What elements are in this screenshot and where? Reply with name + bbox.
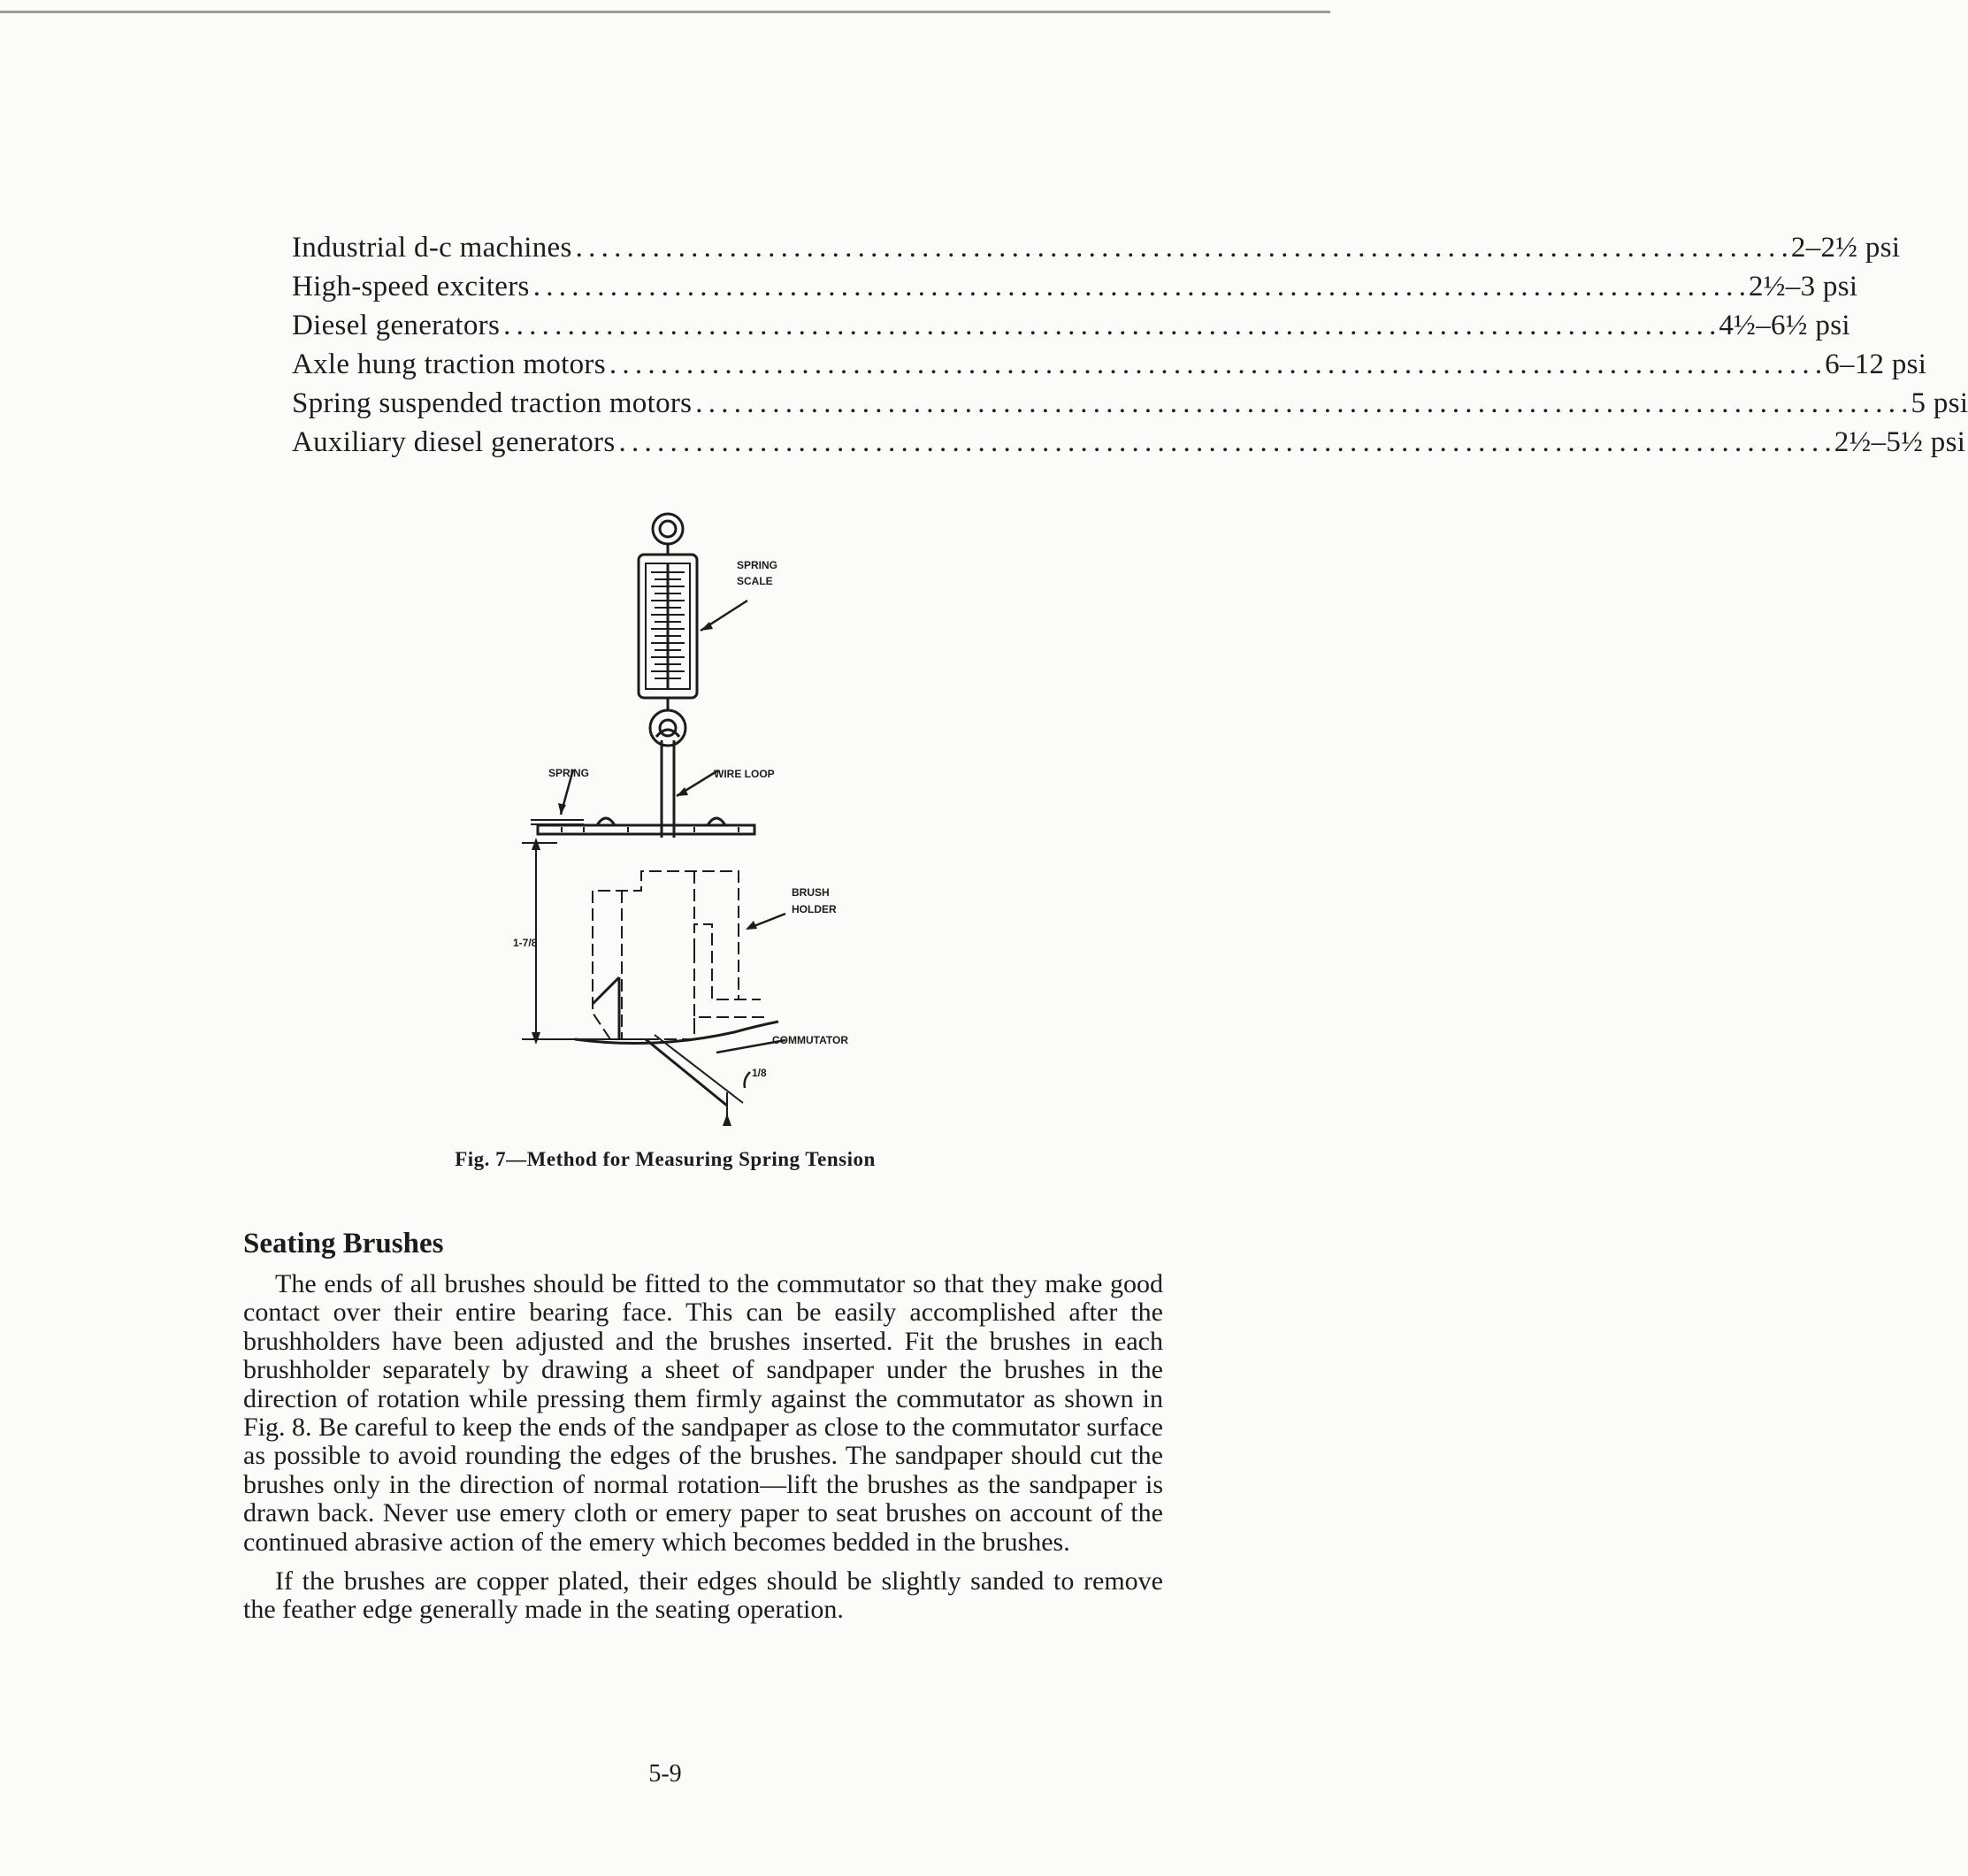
spec-row [292,426,1966,465]
spec-name: Auxiliary diesel generators [292,426,616,458]
spec-value: 5 psi [1911,387,1968,419]
spec-name: Diesel generators [292,310,501,341]
leader-dots [503,310,1715,342]
figure-caption: Fig. 7—Method for Measuring Spring Tension [455,1148,876,1170]
spec-row [292,271,1858,310]
spec-name: Industrial d-c machines [292,232,572,264]
label-spring-scale-1: SPRING [737,559,778,571]
label-dimension: 1-7/8 [513,937,538,949]
spring-tension-diagram [513,509,893,1145]
spring-bar [538,825,754,834]
spec-value: 2½–5½ psi [1834,426,1966,458]
spec-value: 6–12 psi [1825,348,1927,380]
spec-value: 2½–3 psi [1748,271,1858,302]
label-wire-loop: WIRE LOOP [714,768,775,780]
spec-name: Axle hung traction motors [292,348,606,380]
spec-name: Spring suspended traction motors [292,387,693,419]
spring-tension-figure [513,509,893,1145]
scale-top-ring [653,514,683,544]
label-spring-scale-2: SCALE [737,575,773,587]
spec-row [292,348,1927,387]
paragraph: The ends of all brushes should be fitted to the commutator so that they make good contact over their entire bearing face. This can be easily accomplished after the brushholders have been adjusted and the brushes inserted. Fit the brushes in each brushholder separately by drawing a sheet of sandpaper under the brushes in the direction of rotation while pressing them firmly against the commutator as shown in Fig. 8. Be careful to keep the ends of the sandpaper as close to the commutator surface as possible to avoid rounding the edges of the brushes. The sandpaper should cut the brushes only in the direction of normal rotation—lift the brushes as the sandpaper is drawn back. Never use emery cloth or emery paper to seat brushes on account of the continued abrasive action of the emery which becomes bedded in the brushes. [243,1269,1163,1557]
top-rule [0,11,1330,13]
leader-dots [576,232,1788,264]
spec-value: 4½–6½ psi [1719,310,1850,341]
leader-dots [695,387,1907,420]
page-number: 5-9 [648,1760,682,1788]
spec-row [292,387,1968,426]
spec-row [292,232,1901,271]
label-spring: SPRING [548,767,590,779]
spec-value: 2–2½ psi [1790,232,1901,264]
leader-dots [609,348,1821,381]
spec-row [292,310,1850,348]
leader-dots [533,271,1745,303]
scale-bottom-ring [650,710,685,746]
leader-dots [618,426,1830,459]
label-brush-holder-1: BRUSH [792,886,830,899]
wire-loop [662,740,674,838]
label-commutator: COMMUTATOR [772,1034,848,1046]
label-clearance: 1/8 [752,1067,767,1079]
scale-top-ring-inner [660,521,676,537]
paragraph: If the brushes are copper plated, their edges should be slightly sanded to remove the feather edge generally made in the seating operation. [243,1566,1163,1625]
spec-name: High-speed exciters [292,271,530,302]
section-heading: Seating Brushes [243,1228,444,1260]
scale-graduations [651,563,685,689]
label-brush-holder-2: HOLDER [792,903,837,915]
body-text [243,1270,1163,1635]
spring-pressure-table [292,232,1968,465]
